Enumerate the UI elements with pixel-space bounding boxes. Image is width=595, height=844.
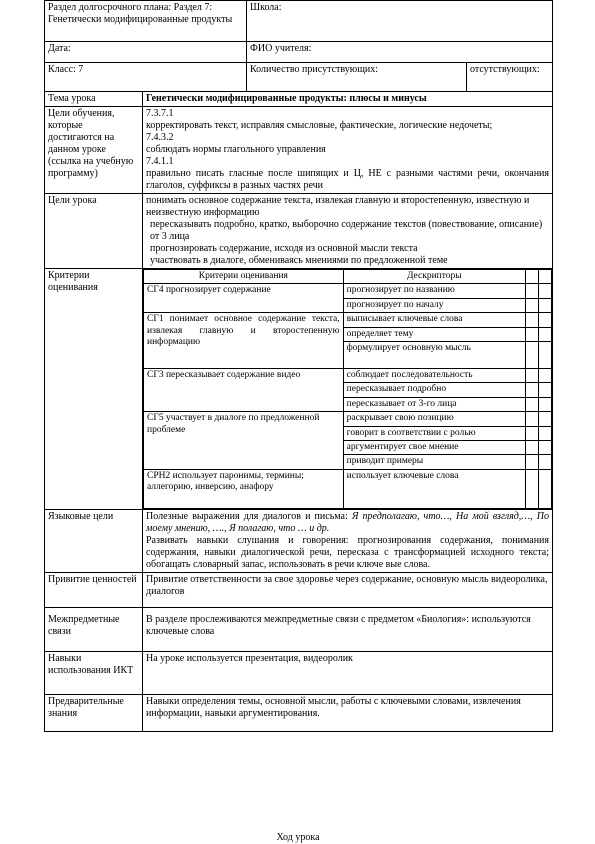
descriptor: определяет тему: [343, 327, 525, 341]
blank-cell: [525, 383, 538, 397]
lesson-plan-table: [44, 0, 553, 732]
class-cell: Класс: 7: [45, 63, 247, 92]
ict-row: [45, 651, 553, 694]
criteria-col-header: Критерии оценивания: [144, 270, 344, 284]
goal-item: пересказывать подробно, кратко, выборочно содержание текстов (повествование, описание) от 3 лица: [150, 219, 543, 242]
goal-item: участвовать в диалоге, обмениваясь мнениями по предложенной теме: [150, 255, 448, 266]
language-value: [143, 509, 553, 572]
blank-cell: [525, 298, 538, 312]
descriptor: прогнозирует по названию: [343, 284, 525, 298]
criterion: СГ5 участвует в диалоге по предложенной проблеме: [144, 412, 344, 470]
blank-cell: [525, 426, 538, 440]
topic-value: Генетически модифицированные продукты: плюсы и минусы: [143, 92, 553, 107]
prior-value: Навыки определения темы, основной мысли, работы с ключевыми словами, извлечения информации, навыки аргументирования.: [143, 694, 553, 731]
blank-cell: [525, 284, 538, 298]
criteria-table: [143, 269, 552, 509]
goals-row: [45, 194, 553, 269]
blank-cell: [525, 270, 538, 284]
blank-cell: [525, 341, 538, 368]
criterion: СГ1 понимает основное содержание текста, извлекая главную и второстепенную информацию: [144, 313, 344, 369]
blank-cell: [538, 327, 551, 341]
values-label: Привитие ценностей: [45, 572, 143, 607]
ict-label: Навыки использования ИКТ: [45, 651, 143, 694]
header-row-3: [45, 63, 553, 92]
objective-text: правильно писать гласные после шипящих и Ц, НЕ с разными частями речи, окончания глаголов, суффиксы в разных частях речи: [146, 168, 550, 191]
language-text: Развивать навыки слушания и говорения: прогнозирования содержания, понимания содержания, навыки диалогической речи, пересказа с трансформацией исходного текста; обогащать словарный запас, использовать в речи ключе вые слова.: [146, 534, 550, 570]
descriptor: говорит в соответствии с ролью: [343, 426, 525, 440]
crosscurr-label: Межпредметные связи: [45, 607, 143, 651]
language-row: [45, 509, 553, 572]
descriptor: пересказывает от 3-го лица: [343, 397, 525, 411]
descriptor: выписывает ключевые слова: [343, 313, 525, 327]
descriptor: использует ключевые слова: [343, 469, 525, 508]
lesson-plan: [44, 0, 552, 732]
criterion: СГ4 прогнозирует содержание: [144, 284, 344, 313]
descriptor: аргументирует свое мнение: [343, 440, 525, 454]
descriptor: соблюдает последовательность: [343, 368, 525, 382]
criteria-row-item: [144, 412, 552, 426]
criteria-row: [45, 269, 553, 510]
teacher-cell: ФИО учителя:: [247, 42, 553, 63]
objectives-value: [143, 107, 553, 194]
blank-cell: [525, 313, 538, 327]
criterion: СГ3 пересказывает содержание видео: [144, 368, 344, 411]
blank-cell: [538, 426, 551, 440]
school-cell: Школа:: [247, 1, 553, 42]
objectives-row: [45, 107, 553, 194]
language-label: Языковые цели: [45, 509, 143, 572]
blank-cell: [538, 440, 551, 454]
crosscurr-row: [45, 607, 553, 651]
objective-code: 7.4.3.2: [146, 132, 174, 143]
descriptor: пересказывает подробно: [343, 383, 525, 397]
section-cell: Раздел долгосрочного плана: Раздел 7: Генетически модифицированные продукты: [45, 1, 247, 42]
prior-label: Предварительные знания: [45, 694, 143, 731]
blank-cell: [538, 397, 551, 411]
blank-cell: [525, 327, 538, 341]
blank-cell: [538, 341, 551, 368]
topic-label: Тема урока: [45, 92, 143, 107]
descriptor: прогнозирует по началу: [343, 298, 525, 312]
blank-cell: [538, 368, 551, 382]
values-row: [45, 572, 553, 607]
header-row-2: [45, 42, 553, 63]
criteria-row-item: [144, 313, 552, 327]
blank-cell: [525, 397, 538, 411]
descriptors-col-header: Дескрипторы: [343, 270, 525, 284]
criteria-row-item: [144, 469, 552, 508]
descriptor: раскрывает свою позицию: [343, 412, 525, 426]
descriptor: приводит примеры: [343, 455, 525, 469]
blank-cell: [525, 455, 538, 469]
objective-text: соблюдать нормы глагольного управления: [146, 144, 326, 155]
goals-value: [143, 194, 553, 269]
goal-item: прогнозировать содержание, исходя из основной мысли текста: [150, 243, 418, 254]
goal-item: понимать основное содержание текста, извлекая главную и второстепенную, известную и неизвестную информацию: [146, 195, 530, 218]
goals-label: Цели урока: [45, 194, 143, 269]
blank-cell: [538, 298, 551, 312]
blank-cell: [538, 383, 551, 397]
blank-cell: [525, 469, 538, 508]
blank-cell: [538, 455, 551, 469]
criteria-row-item: [144, 284, 552, 298]
lesson-progress-heading: Ход урока: [276, 832, 320, 843]
objective-code: 7.3.7.1: [146, 108, 174, 119]
language-phrases: Я предполагаю, что…, На мой взгляд,…, По моему мнению, …., Я полагаю, что … и др.: [146, 510, 549, 534]
blank-cell: [538, 412, 551, 426]
criteria-value: [143, 269, 553, 510]
criteria-label: Критерии оценивания: [45, 269, 143, 510]
descriptor: формулирует основную мысль: [343, 341, 525, 368]
ict-value: На уроке используется презентация, видеоролик: [143, 651, 553, 694]
blank-cell: [525, 368, 538, 382]
absent-cell: отсутствующих:: [467, 63, 553, 92]
header-row-1: [45, 1, 553, 42]
objective-text: корректировать текст, исправляя смысловые, фактические, логические недочеты;: [146, 120, 493, 131]
blank-cell: [538, 284, 551, 298]
crosscurr-value: В разделе прослеживаются межпредметные связи с предметом «Биология»: используются ключевые слова: [143, 607, 553, 651]
criteria-header: [144, 270, 552, 284]
blank-cell: [538, 469, 551, 508]
topic-row: [45, 92, 553, 107]
blank-cell: [538, 313, 551, 327]
blank-cell: [525, 440, 538, 454]
objective-code: 7.4.1.1: [146, 156, 174, 167]
values-value: Привитие ответственности за свое здоровье через содержание, основную мысль видеоролика, диалогов: [143, 572, 553, 607]
blank-cell: [525, 412, 538, 426]
objectives-label: Цели обучения, которые достигаются на данном уроке (ссылка на учебную программу): [45, 107, 143, 194]
date-cell: Дата:: [45, 42, 247, 63]
criterion: СРН2 использует паронимы, термины; аллегорию, инверсию, анафору: [144, 469, 344, 508]
blank-cell: [538, 270, 551, 284]
present-cell: Количество присутствующих:: [247, 63, 467, 92]
language-intro: Полезные выражения для диалогов и письма:: [146, 510, 352, 522]
prior-row: [45, 694, 553, 731]
criteria-row-item: [144, 368, 552, 382]
